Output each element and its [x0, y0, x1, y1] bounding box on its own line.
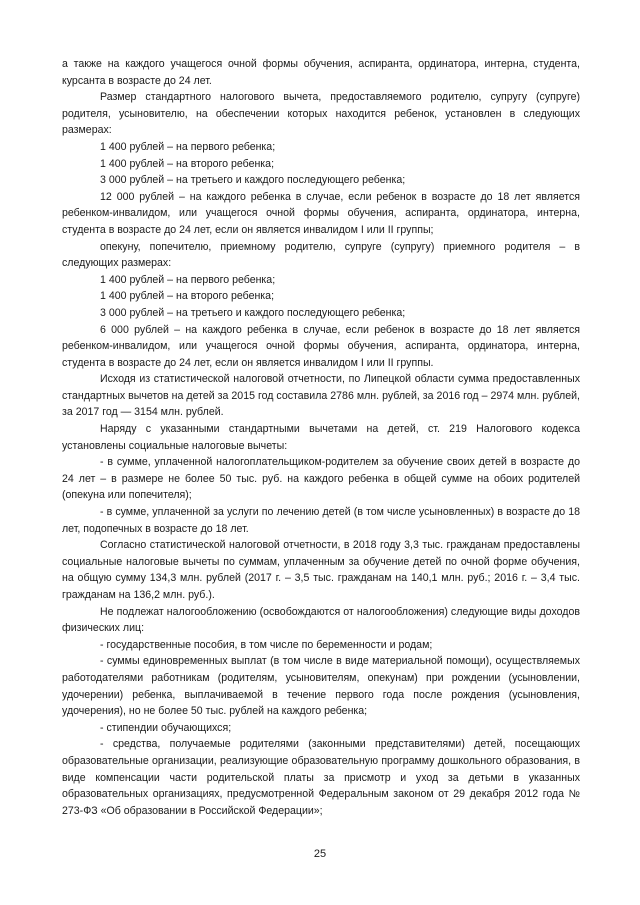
page-number: 25	[313, 848, 327, 860]
paragraph: Не подлежат налогообложению (освобождаются от налогообложения) следующие виды доходов физических лиц:	[62, 605, 580, 635]
paragraph: 1 400 рублей – на первого ребенка;	[100, 273, 276, 286]
paragraph: 6 000 рублей – на каждого ребенка в случае, если ребенок в возрасте до 18 лет является ребенком-инвалидом, или учащегося очной формы обучения, аспиранта, ординатора, интерна, студента в возрасте до 24 лет, если он является инвалидом I или II группы.	[62, 323, 580, 369]
paragraph: опекуну, попечителю, приемному родителю, супруге (супругу) приемного родителя – в следующих размерах:	[62, 240, 580, 270]
paragraph: а также на каждого учащегося очной формы обучения, аспиранта, ординатора, интерна, студента, курсанта в возрасте до 24 лет.	[62, 58, 580, 87]
paragraph: 3 000 рублей – на третьего и каждого последующего ребенка;	[100, 306, 406, 319]
paragraph: Согласно статистической налоговой отчетности, в 2018 году 3,3 тыс. гражданам предоставлены социальные налоговые вычеты по суммам, уплаченным за обучение детей по очной форме обучения, на общую сумму 134,3 млн. рублей (2017 г. – 3,5 тыс. гражданам на 140,1 млн. руб.; 2016 г. – 3,4 тыс. гражданам на 136,2 млн. руб.).	[62, 539, 580, 601]
paragraph: Наряду с указанными стандартными вычетами на детей, ст. 219 Налогового кодекса установлены социальные налоговые вычеты:	[62, 423, 580, 452]
paragraph: 1 400 рублей – на второго ребенка;	[100, 157, 275, 170]
paragraph: 1 400 рублей – на первого ребенка;	[100, 140, 276, 153]
paragraph: - в сумме, уплаченной налогоплательщиком-родителем за обучение своих детей в возрасте до 24 лет – в размере не более 50 тыс. руб. на каждого ребенка в общей сумме на обоих родителей (опекуна или попечителя);	[62, 456, 580, 502]
paragraph: 1 400 рублей – на второго ребенка;	[100, 290, 275, 303]
paragraph: - суммы единовременных выплат (в том числе в виде материальной помощи), осуществляемых работодателями работникам (родителям, усыновителям, опекунам) при рождении (усыновлении, удочерении) ребенка, выплачиваемой в течение первого года после рождения (усыновления, удочерения), но не более 50 тыс. рублей на каждого ребенка;	[62, 655, 580, 718]
paragraph: - в сумме, уплаченной за услуги по лечению детей (в том числе усыновленных) в возрасте до 18 лет, подопечных в возрасте до 18 лет.	[62, 506, 580, 535]
paragraph: 12 000 рублей – на каждого ребенка в случае, если ребенок в возрасте до 18 лет является ребенком-инвалидом, или учащегося очной формы обучения, аспиранта, ординатора, интерна, студента в возрасте до 24 лет, если он является инвалидом I или II группы;	[62, 190, 580, 236]
paragraph: 3 000 рублей – на третьего и каждого последующего ребенка;	[100, 174, 406, 187]
paragraph: Размер стандартного налогового вычета, предоставляемого родителю, супругу (супруге) родителя, усыновителю, на обеспечении которых находится ребенок, установлен в следующих размерах:	[62, 91, 580, 137]
body-text	[62, 56, 580, 819]
paragraph: - средства, получаемые родителями (законными представителями) детей, посещающих образовательные организации, реализующие образовательную программу дошкольного образования, в виде компенсации части родительской платы за присмотр и уход за детьми в указанных образовательных организациях, предусмотренной Федеральным законом от 29 декабря 2012 года № 273-ФЗ «Об образовании в Российской Федерации»;	[62, 738, 580, 817]
paragraph: Исходя из статистической налоговой отчетности, по Липецкой области сумма предоставленных стандартных вычетов на детей за 2015 год составила 2786 млн. рублей, за 2016 год – 2974 млн. рублей, за 2017 год — 3154 млн. рублей.	[62, 373, 580, 419]
paragraph: - стипендии обучающихся;	[100, 721, 232, 734]
paragraph: - государственные пособия, в том числе по беременности и родам;	[100, 638, 433, 651]
